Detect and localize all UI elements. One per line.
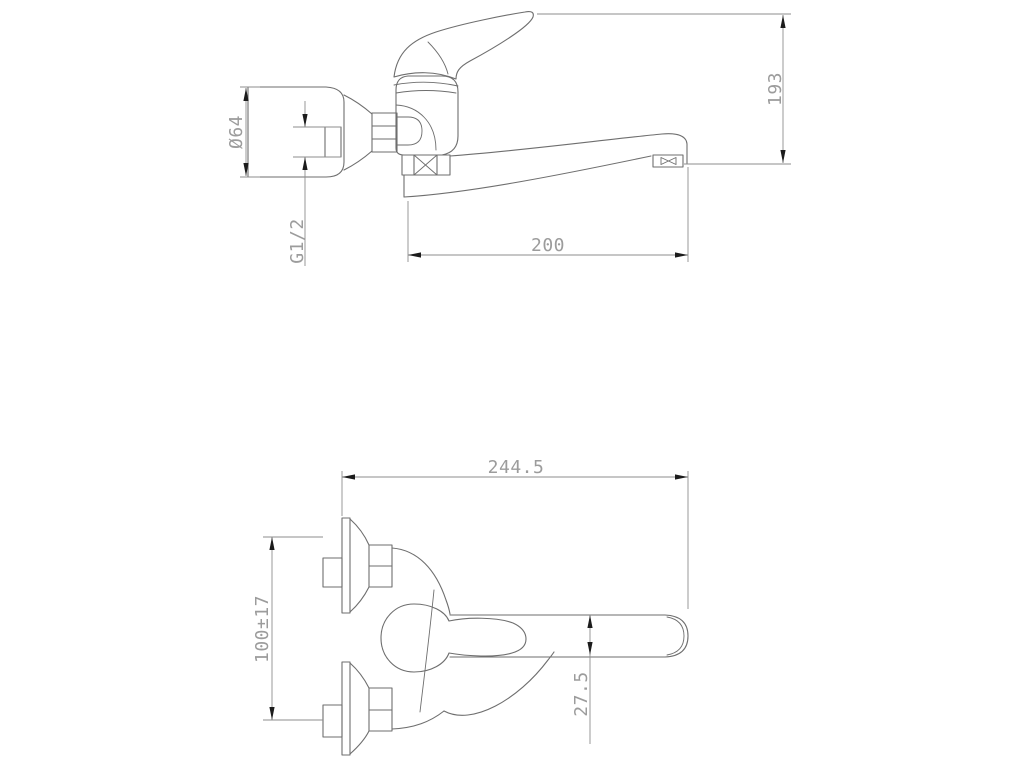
side-view [226,12,791,266]
dimension-spout-width [571,615,593,744]
cartridge-inner-u [396,117,422,145]
spout-tip-inner-arc [667,617,684,655]
lever-handle-outline [394,12,533,79]
arrowhead-up [269,537,274,550]
dimension-overall-height [537,14,791,164]
aerator-bowtie-icon [661,158,676,165]
hex-nut-outline [372,113,397,152]
arrowhead-down [269,707,274,720]
tick-lines [293,127,341,157]
dimension-thread-size-label: G1/2 [287,218,308,264]
pipe-stub [323,558,342,587]
arrowhead-down [302,114,307,127]
arrowhead-up [780,15,785,28]
dimension-overall-length-label: 244.5 [487,457,545,478]
spout-union-cross [414,155,437,175]
escutcheon-plate [342,518,350,613]
dimension-flange-diameter [226,87,260,177]
plan-view [252,457,688,755]
escutcheon-cone-top-edge [344,95,372,114]
dimension-overall-height-label: 193 [765,71,786,107]
dimension-connection-centres-label: 100±17 [252,594,273,664]
escutcheon-cone-bottom-edge [344,151,372,170]
lever-handle-outline [381,604,526,672]
body-cap-joint-line-1 [394,82,458,86]
dimension-overall-length [342,457,688,609]
body-cap-joint-line-2 [396,91,456,94]
bottom-wall-connection [323,662,392,755]
escutcheon-cone-upper [350,519,369,545]
arrowhead-right [675,474,688,479]
arrowhead-down [587,642,592,655]
body-front-edge [420,590,434,712]
dimension-spout-reach [408,167,688,262]
mixer-body-outline [396,76,458,155]
escutcheon-plate [342,662,350,755]
arrowhead-down [780,150,785,163]
arrowhead-left [342,474,355,479]
escutcheon-cone-lower [350,731,369,754]
hex-nut-flat-lines [372,126,397,139]
spout-top-edge [450,134,687,164]
body-bottom-edge [392,711,444,729]
dimension-spout-reach-label: 200 [530,235,566,256]
pipe-stub [323,705,342,737]
spout-outline [450,615,688,657]
arrowhead-left [408,252,421,257]
hex-nut-outline [369,688,392,731]
wall-flange-outline [248,87,344,177]
thread-stub-outline [325,127,341,157]
dimension-flange-diameter-label: Ø64 [226,114,247,150]
top-wall-connection [323,518,392,613]
dimension-spout-width-label: 27.5 [571,671,592,717]
body-bottom-sweep [444,652,554,715]
lever-handle-crease [428,42,448,74]
escutcheon-cone-upper [350,663,369,688]
dimension-connection-centres [252,537,323,720]
spout-underside-edge [404,156,651,197]
arrowhead-up [302,157,307,170]
escutcheon-cone-lower [350,587,369,612]
dimension-thread-size [287,101,341,266]
arrowhead-up [587,615,592,628]
arrowhead-right [675,252,688,257]
